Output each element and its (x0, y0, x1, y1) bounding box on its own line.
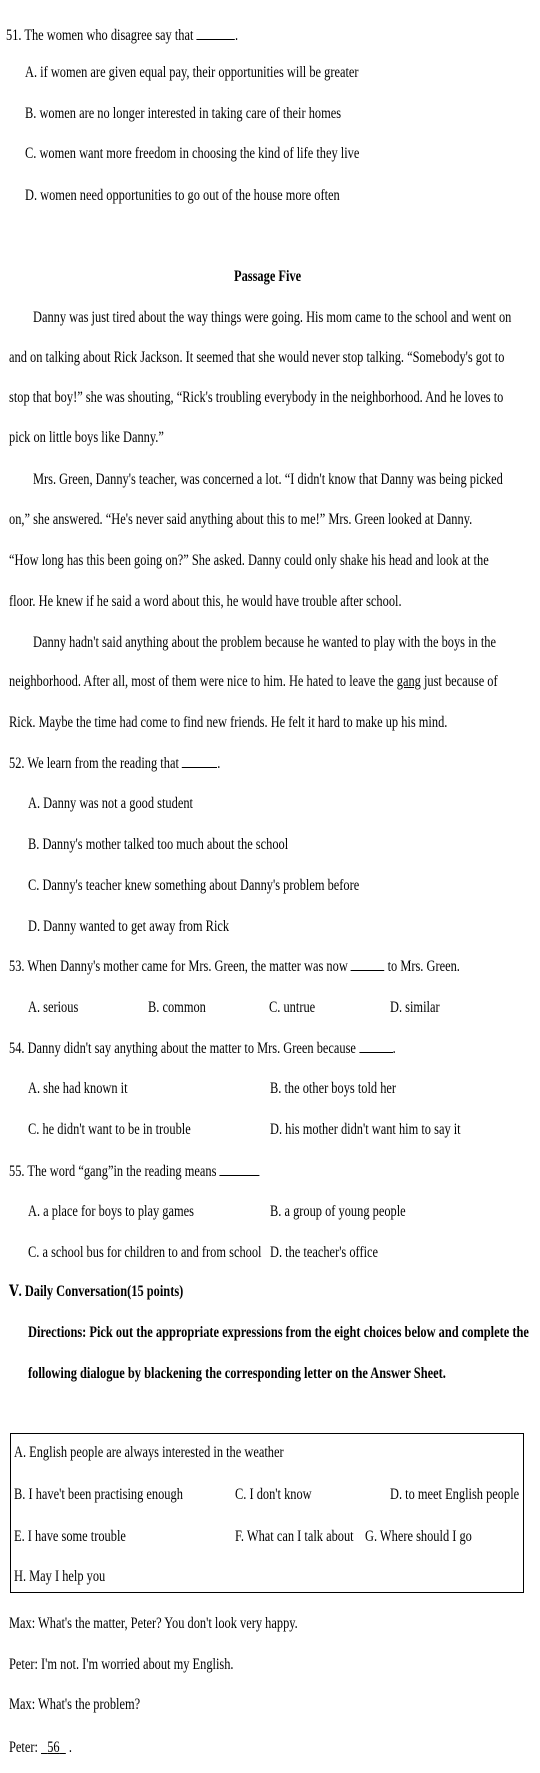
q55-stem: 55. The word “gang”in the reading means (9, 1161, 260, 1182)
q51-stem: 51. The women who disagree say that . (6, 27, 239, 44)
passage-line: on,” she answered. “He's never said anything about this to me!” Mrs. Green looked at Danny. (9, 511, 473, 528)
q51-option-a: A. if women are given equal pay, their opportunities will be greater (25, 64, 359, 81)
q55-option-d: D. the teacher's office (270, 1244, 379, 1261)
dialogue-line-2: Peter: I'm not. I'm worried about my English. (9, 1656, 234, 1673)
choice-f: F. What can I talk about (235, 1528, 354, 1545)
passage-line: stop that boy!” she was shouting, “Rick's troubling everybody in the neighborhood. And he loves to (9, 389, 504, 406)
choice-c: C. I don't know (235, 1486, 312, 1503)
choice-a: A. English people are always interested in the weather (14, 1444, 284, 1461)
q54-option-d: D. his mother didn't want him to say it (270, 1121, 461, 1138)
passage-line: Danny hadn't said anything about the problem because he wanted to play with the boys in the (33, 634, 496, 651)
q53-option-a: A. serious (28, 999, 79, 1016)
q54-option-b: B. the other boys told her (270, 1080, 397, 1097)
q55-option-b: B. a group of young people (270, 1203, 406, 1220)
passage-line: pick on little boys like Danny.” (9, 429, 164, 446)
passage-line: Rick. Maybe the time had come to find new friends. He felt it hard to make up his mind. (9, 714, 448, 731)
q52-stem: 52. We learn from the reading that . (9, 755, 221, 772)
q52-option-b: B. Danny's mother talked too much about the school (28, 836, 289, 853)
choice-g: G. Where should I go (365, 1528, 472, 1545)
q55-option-c: C. a school bus for children to and from school (28, 1244, 262, 1261)
choice-e: E. I have some trouble (14, 1528, 126, 1545)
directions-line-1: Directions: Pick out the appropriate expressions from the eight choices below and complete the (28, 1324, 529, 1341)
dialogue-line-4: Peter: 56 . (9, 1739, 73, 1756)
passage-line: neighborhood. After all, most of them were nice to him. He hated to leave the gang just because of (9, 673, 498, 690)
q51-option-d: D. women need opportunities to go out of the house more often (25, 187, 340, 204)
q51-option-c: C. women want more freedom in choosing the kind of life they live (25, 145, 360, 162)
answer-blank-56: 56 (47, 1739, 60, 1756)
q54-option-c: C. he didn't want to be in trouble (28, 1121, 191, 1138)
gang-word: gang (396, 673, 421, 690)
passage-line: and on talking about Rick Jackson. It seemed that she would never stop talking. “Somebody's got to (9, 349, 505, 366)
choice-h: H. May I help you (14, 1568, 106, 1585)
passage-line: Danny was just tired about the way things were going. His mom came to the school and went on (33, 309, 512, 326)
q53-stem: 53. When Danny's mother came for Mrs. Green, the matter was now to Mrs. Green. (9, 958, 460, 975)
passage-line: Mrs. Green, Danny's teacher, was concerned a lot. “I didn't know that Danny was being picked (33, 471, 503, 488)
q53-option-b: B. common (148, 999, 206, 1016)
passage-line: floor. He knew if he said a word about this, he would have trouble after school. (9, 593, 402, 610)
q52-option-d: D. Danny wanted to get away from Rick (28, 918, 230, 935)
q54-option-a: A. she had known it (28, 1080, 128, 1097)
section-title: Ⅴ. Daily Conversation(15 points) (9, 1283, 184, 1300)
dialogue-line-1: Max: What's the matter, Peter? You don't look very happy. (9, 1615, 298, 1632)
q53-option-d: D. similar (390, 999, 440, 1016)
choice-b: B. I have't been practising enough (14, 1486, 183, 1503)
choice-d: D. to meet English people (390, 1486, 520, 1503)
dialogue-line-3: Max: What's the problem? (9, 1696, 141, 1713)
q51-option-b: B. women are no longer interested in taking care of their homes (25, 105, 342, 122)
q52-option-c: C. Danny's teacher knew something about Danny's problem before (28, 877, 360, 894)
passage-title: Passage Five (234, 268, 302, 285)
q55-option-a: A. a place for boys to play games (28, 1203, 194, 1220)
q54-stem: 54. Danny didn't say anything about the matter to Mrs. Green because . (9, 1040, 396, 1057)
q53-option-c: C. untrue (269, 999, 316, 1016)
directions-line-2: following dialogue by blackening the corresponding letter on the Answer Sheet. (28, 1365, 446, 1382)
q52-option-a: A. Danny was not a good student (28, 795, 193, 812)
passage-line: “How long has this been going on?” She asked. Danny could only shake his head and look at the (9, 552, 489, 569)
